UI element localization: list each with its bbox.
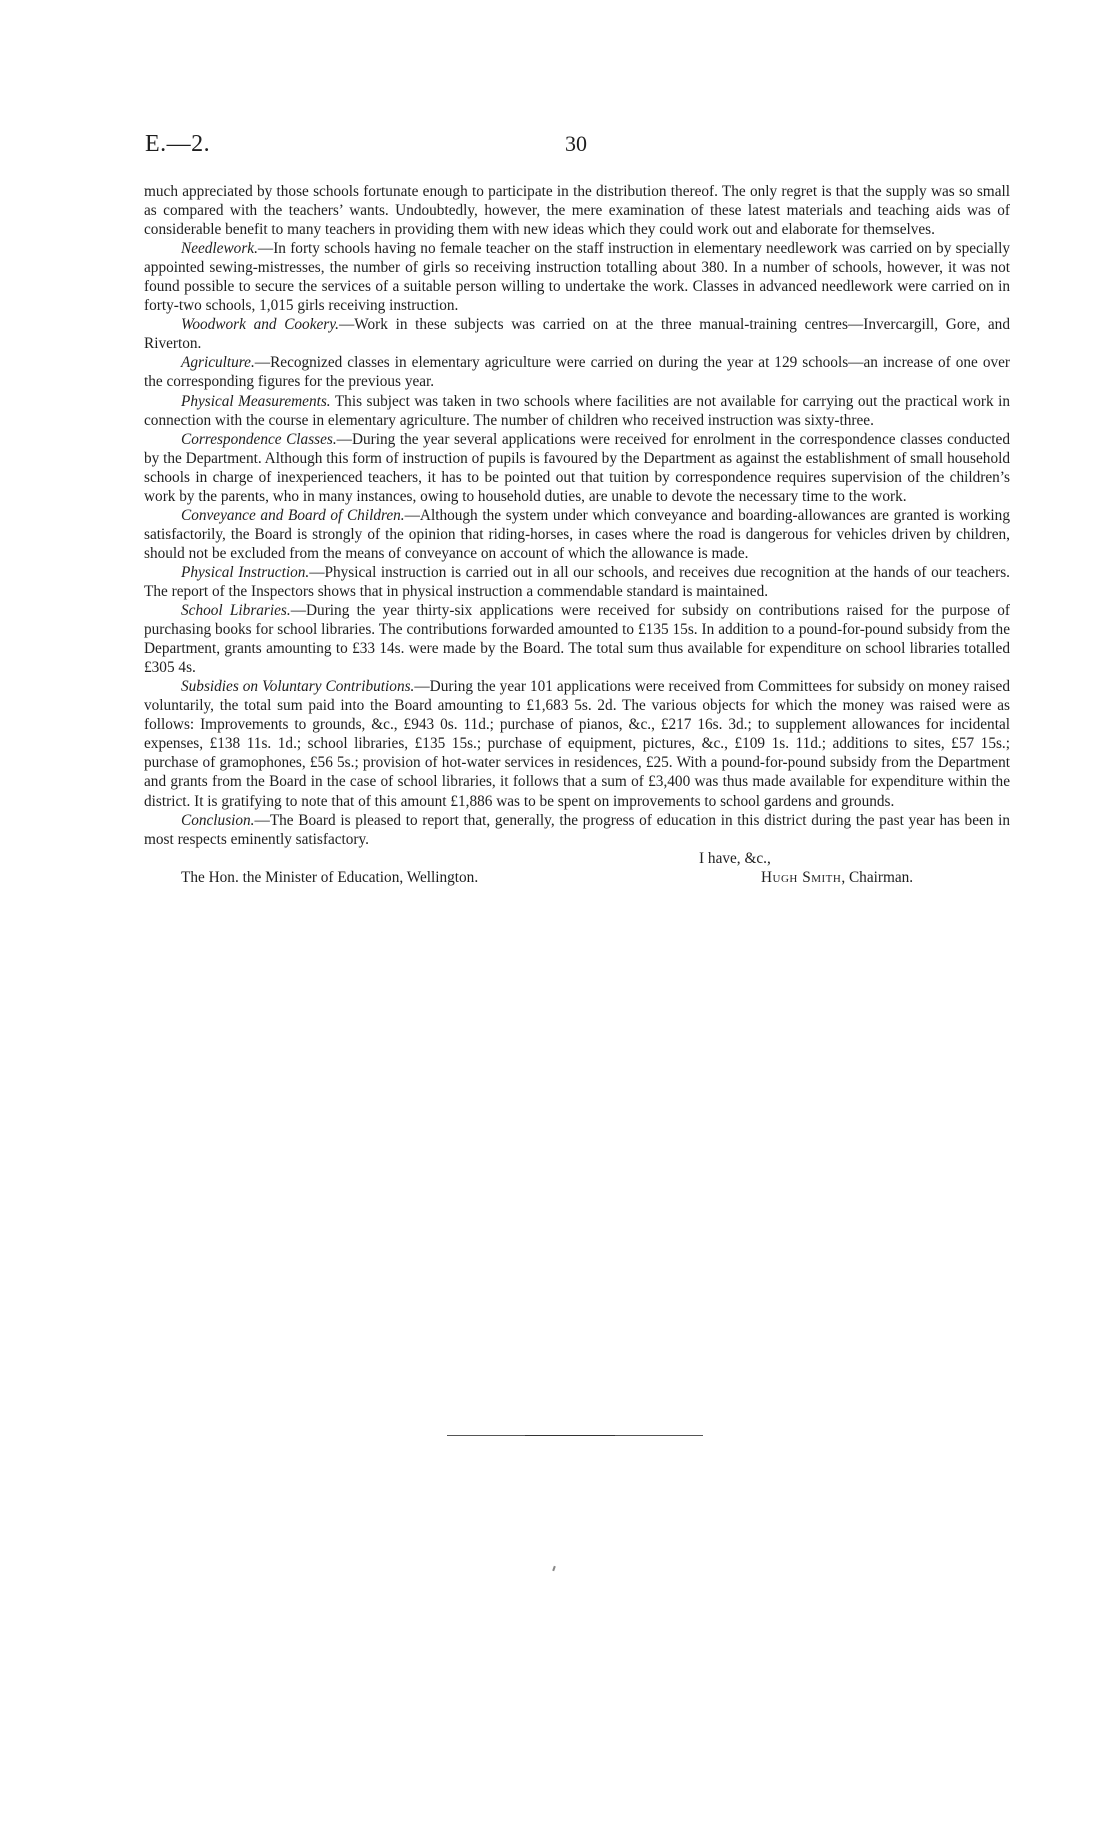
paragraph-text: —During the year thirty-six applications were received for subsidy on contributions raised for the purpose of purchasing books for school libraries. The contributions forwarded amounted to £135 15s. In addition to a pound-for-pound subsidy from the Department, grants amounting to £33 14s. were made by the Board. The total sum thus available for expenditure on school libraries totalled £305 4s. bbox=[144, 602, 1011, 677]
recipient-line: The Hon. the Minister of Education, Wellington. bbox=[181, 868, 479, 886]
section-heading: Physical Measurements. bbox=[181, 392, 331, 410]
section-heading: Conveyance and Board of Children. bbox=[181, 506, 405, 524]
paragraph-conveyance-board bbox=[144, 506, 1010, 563]
paragraph-conclusion bbox=[144, 811, 1010, 849]
print-speck bbox=[552, 1566, 556, 1571]
section-heading: Physical Instruction. bbox=[181, 563, 310, 581]
letter-signoff bbox=[144, 849, 1010, 887]
paragraph-physical-instruction bbox=[144, 563, 1010, 601]
paragraph-subsidies bbox=[144, 677, 1010, 810]
paragraph-text: —In forty schools having no female teacher on the staff instruction in elementary needlework was carried on by specially appointed sewing-mistresses, the number of girls so receiving instruction totalling about 380. In a number of schools, however, it was not found possible to secure the services of a suitable person willing to undertake the work. Classes in advanced needlework were carried on in forty-two schools, 1,015 girls receiving instruction. bbox=[144, 240, 1010, 315]
paragraph-physical-measurements bbox=[144, 392, 1010, 430]
section-heading: Conclusion. bbox=[181, 811, 255, 829]
paragraph-needlework bbox=[144, 239, 1010, 315]
paragraph-text: —During the year several applications were received for enrolment in the correspondence classes conducted by the Department. Although this form of instruction of pupils is favoured by the Department as against the establishment of small household schools in charge of inexperienced teachers, it has to be pointed out that tuition by correspondence requires supervision of the children’s work by the parents, who in many instances, owing to household duties, are unable to devote the necessary time to the work. bbox=[144, 430, 1010, 505]
document-reference: E.—2. bbox=[145, 131, 211, 157]
paragraph-correspondence-classes bbox=[144, 430, 1010, 506]
end-rule-center bbox=[525, 1435, 615, 1436]
report-body bbox=[144, 182, 1010, 887]
paragraph-text: —Work in these subjects was carried on at the three manual-training centres—Invercargill, Gore, and Riverton. bbox=[144, 316, 1010, 353]
section-heading: Agriculture. bbox=[181, 354, 255, 372]
section-heading: School Libraries. bbox=[181, 602, 291, 620]
section-heading: Correspondence Classes. bbox=[181, 430, 337, 448]
closing-salutation: I have, &c., bbox=[699, 849, 771, 867]
paragraph-continuation bbox=[144, 182, 1010, 239]
signatory-title: , Chairman. bbox=[841, 868, 914, 886]
page-header bbox=[145, 131, 1015, 171]
section-heading: Subsidies on Voluntary Contributions. bbox=[181, 678, 415, 696]
paragraph-text: —Recognized classes in elementary agriculture were carried on during the year at 129 schools—an increase of one over the corresponding figures for the previous year. bbox=[144, 354, 1010, 391]
paragraph-text: —Although the system under which conveyance and boarding-allowances are granted is working satisfactorily, the Board is strongly of the opinion that riding-horses, in cases where the road is dangerous for vehicles driven by children, should not be excluded from the means of conveyance on account of which the allowance is made. bbox=[144, 506, 1010, 562]
section-heading: Needlework. bbox=[181, 240, 258, 258]
section-heading: Woodwork and Cookery. bbox=[181, 316, 339, 334]
paragraph-agriculture bbox=[144, 353, 1010, 391]
page-number: 30 bbox=[565, 131, 587, 156]
paragraph-text: much appreciated by those schools fortunate enough to participate in the distribution thereof. The only regret is that the supply was so small as compared with the teachers’ wants. Undoubtedly, however, the mere examination of these latest materials and teaching aids was of considerable benefit to many teachers in providing them with new ideas which they could work out and elaborate for themselves. bbox=[144, 183, 1010, 239]
paragraph-text: —The Board is pleased to report that, generally, the progress of education in this district during the past year has been in most respects eminently satisfactory. bbox=[144, 811, 1010, 848]
paragraph-woodwork-cookery bbox=[144, 315, 1010, 353]
paragraph-school-libraries bbox=[144, 601, 1010, 677]
paragraph-text: —Physical instruction is carried out in all our schools, and receives due recognition at the hands of our teachers. The report of the Inspectors shows that in physical instruction a commendable standard is maintained. bbox=[144, 563, 1010, 600]
signature-line bbox=[761, 868, 913, 887]
signatory-name: Hugh Smith bbox=[761, 868, 842, 886]
paragraph-text: This subject was taken in two schools where facilities are not available for carrying out the practical work in connection with the course in elementary agriculture. The number of children who received instruction was sixty-three. bbox=[144, 392, 1010, 429]
paragraph-text: —During the year 101 applications were received from Committees for subsidy on money raised voluntarily, the total sum paid into the Board amounting to £1,683 5s. 2d. The various objects for which the money was raised were as follows: Improvements to grounds, &c., £943 0s. 11d.; purchase of pianos, &c., £217 16s. 3d.; to supplement allowances for incidental expenses, £138 11s. 1d.; school libraries, £135 15s.; purchase of equipment, pictures, &c., £109 1s. 11d.; additions to sites, £57 15s.; purchase of gramophones, £56 5s.; provision of hot-water services in residences, £25. With a pound-for-pound subsidy from the Department and grants from the Board in the case of school libraries, it follows that a sum of £3,400 was thus made available for expenditure within the district. It is gratifying to note that of this amount £1,886 was to be spent on improvements to school gardens and grounds. bbox=[144, 678, 1010, 810]
